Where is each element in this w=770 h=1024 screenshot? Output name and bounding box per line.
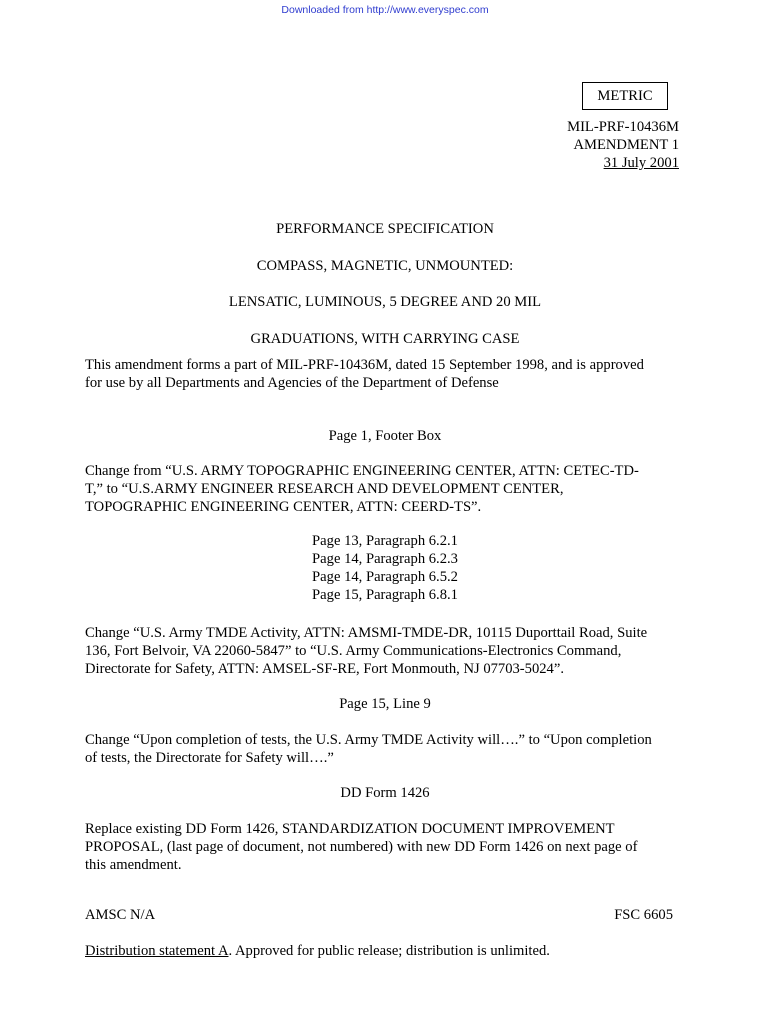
paragraph-line: 136, Fort Belvoir, VA 22060-5847” to “U.S. Army Communications-Electronics Command, (85, 643, 622, 659)
amendment-date: 31 July 2001 (603, 155, 679, 171)
title-line: PERFORMANCE SPECIFICATION (276, 221, 494, 237)
distribution-label: Distribution statement A (85, 943, 229, 959)
paragraph-line: of tests, the Directorate for Safety will….” (85, 750, 334, 766)
section-heading: DD Form 1426 (340, 785, 430, 801)
section-heading: Page 14, Paragraph 6.2.3 (312, 551, 458, 567)
amsc-code: AMSC N/A (85, 907, 156, 923)
amendment-number: AMENDMENT 1 (573, 137, 679, 153)
download-source-link[interactable]: Downloaded from http://www.everyspec.com (281, 4, 489, 16)
paragraph-line: for use by all Departments and Agencies of the Department of Defense (85, 375, 499, 391)
paragraph-line: Change from “U.S. ARMY TOPOGRAPHIC ENGINEERING CENTER, ATTN: CETEC-TD- (85, 463, 639, 479)
document-title (0, 220, 770, 366)
title-line: LENSATIC, LUMINOUS, 5 DEGREE AND 20 MIL (228, 294, 542, 310)
section-heading: Page 13, Paragraph 6.2.1 (312, 533, 458, 549)
fsc-code: FSC 6605 (614, 907, 673, 923)
section-heading: Page 1, Footer Box (328, 428, 442, 444)
section-heading: Page 14, Paragraph 6.5.2 (312, 569, 458, 585)
document-identifier (429, 118, 679, 172)
paragraph-line: TOPOGRAPHIC ENGINEERING CENTER, ATTN: CEERD-TS”. (85, 499, 482, 515)
paragraph-line: Replace existing DD Form 1426, STANDARDIZATION DOCUMENT IMPROVEMENT (85, 821, 615, 837)
intro-paragraph (85, 356, 685, 392)
paragraph-line: Directorate for Safety, ATTN: AMSEL-SF-RE, Fort Monmouth, NJ 07703-5024”. (85, 661, 564, 677)
section-heading: Page 15, Line 9 (339, 696, 431, 712)
distribution-statement (85, 942, 550, 960)
change-paragraph (85, 820, 685, 874)
section-heading: Page 15, Paragraph 6.8.1 (312, 587, 458, 603)
change-paragraph (85, 731, 685, 767)
section-heading-list (0, 532, 770, 604)
paragraph-line: T,” to “U.S.ARMY ENGINEER RESEARCH AND DEVELOPMENT CENTER, (85, 481, 564, 497)
title-line: COMPASS, MAGNETIC, UNMOUNTED: (256, 257, 514, 274)
paragraph-line: PROPOSAL, (last page of document, not numbered) with new DD Form 1426 on next page of (85, 839, 638, 855)
metric-badge: METRIC (582, 82, 668, 110)
distribution-text: . Approved for public release; distribution is unlimited. (228, 943, 550, 959)
change-paragraph (85, 462, 685, 516)
paragraph-line: Change “U.S. Army TMDE Activity, ATTN: AMSMI-TMDE-DR, 10115 Duporttail Road, Suite (85, 625, 648, 641)
title-line: GRADUATIONS, WITH CARRYING CASE (250, 330, 520, 347)
change-paragraph (85, 624, 685, 678)
paragraph-line: This amendment forms a part of MIL-PRF-10436M, dated 15 September 1998, and is approved (85, 357, 644, 373)
paragraph-line: this amendment. (85, 857, 182, 873)
paragraph-line: Change “Upon completion of tests, the U.S. Army TMDE Activity will….” to “Upon completion (85, 732, 652, 748)
document-number: MIL-PRF-10436M (567, 119, 679, 135)
